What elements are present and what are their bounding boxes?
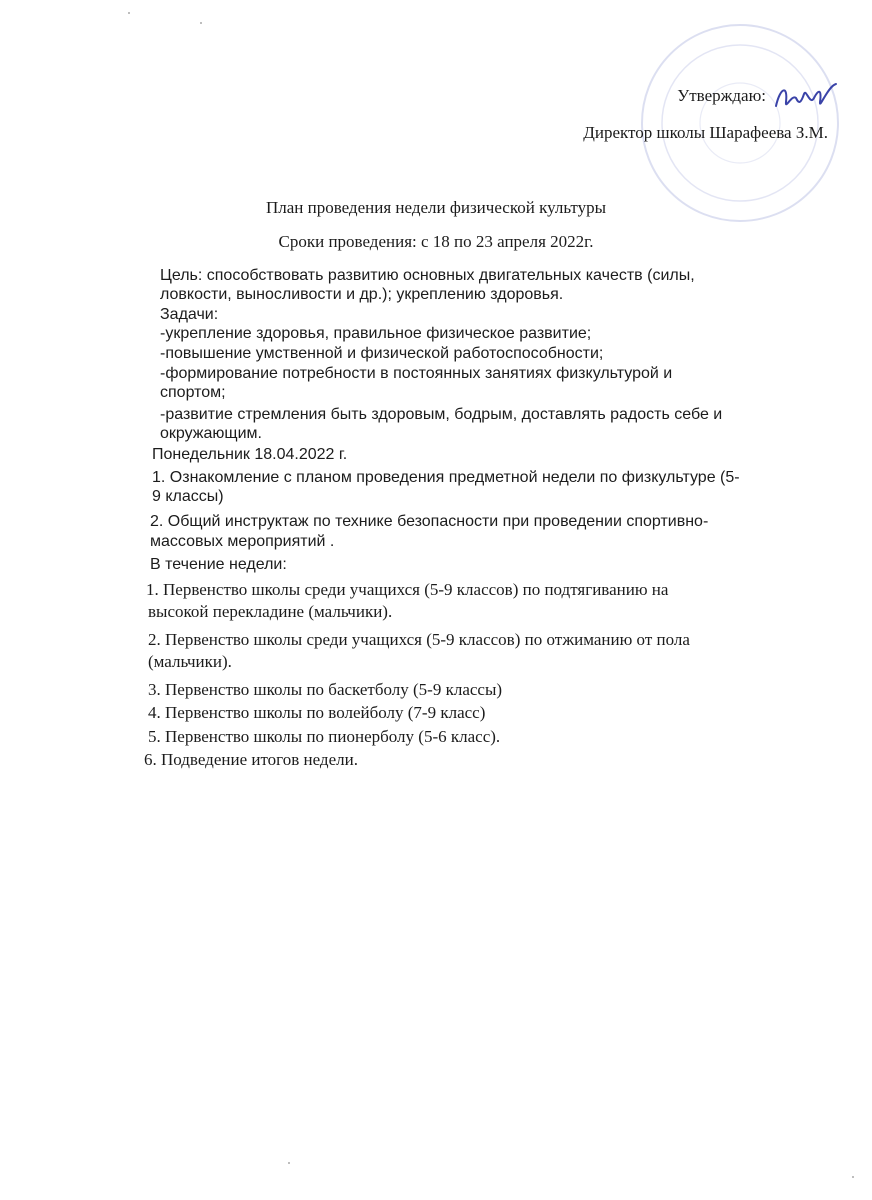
dates-line: Сроки проведения: с 18 по 23 апреля 2022г. <box>278 232 594 251</box>
director-line: Директор школы Шарафеева З.М. <box>583 123 828 142</box>
monday-item-2-line-2: массовых мероприятий . <box>150 533 335 550</box>
scan-speck <box>288 1162 290 1164</box>
week-item-3: 3. Первенство школы по баскетболу (5-9 классы) <box>148 680 503 699</box>
goal-line-2: ловкости, выносливости и др.); укреплению здоровья. <box>160 286 564 303</box>
week-heading: В течение недели: <box>150 556 287 573</box>
scan-speck <box>200 22 202 24</box>
task-3-line-2: спортом; <box>160 384 226 401</box>
task-4-line-2: окружающим. <box>160 425 262 442</box>
week-item-6: 6. Подведение итогов недели. <box>144 750 358 769</box>
week-item-5: 5. Первенство школы по пионерболу (5-6 класс). <box>148 727 501 746</box>
task-3-line-1: -формирование потребности в постоянных занятиях физкультурой и <box>160 365 673 382</box>
scan-speck <box>852 1176 854 1178</box>
tasks-heading: Задачи: <box>160 306 219 323</box>
monday-heading: Понедельник 18.04.2022 г. <box>152 446 348 463</box>
goal-line-1: Цель: способствовать развитию основных двигательных качеств (силы, <box>160 267 695 284</box>
monday-item-2-line-1: 2. Общий инструктаж по технике безопасности при проведении спортивно- <box>150 513 709 530</box>
task-1: -укрепление здоровья, правильное физическое развитие; <box>160 325 592 342</box>
week-item-2-line-1: 2. Первенство школы среди учащихся (5-9 классов) по отжиманию от пола <box>148 630 690 649</box>
scan-speck <box>128 12 130 14</box>
signature-icon <box>770 80 840 114</box>
monday-item-1-line-1: 1. Ознакомление с планом проведения предметной недели по физкультуре (5- <box>152 469 740 486</box>
task-4-line-1: -развитие стремления быть здоровым, бодрым, доставлять радость себе и <box>160 406 723 423</box>
week-item-4: 4. Первенство школы по волейболу (7-9 класс) <box>148 703 486 722</box>
week-item-1-line-2: высокой перекладине (мальчики). <box>148 602 393 621</box>
week-item-1-line-1: 1. Первенство школы среди учащихся (5-9 классов) по подтягиванию на <box>146 580 669 599</box>
approve-label: Утверждаю: <box>677 86 766 105</box>
monday-item-1-line-2: 9 классы) <box>152 488 224 505</box>
task-2: -повышение умственной и физической работоспособности; <box>160 345 604 362</box>
page-title: План проведения недели физической культуры <box>265 198 607 217</box>
week-item-2-line-2: (мальчики). <box>148 652 232 671</box>
